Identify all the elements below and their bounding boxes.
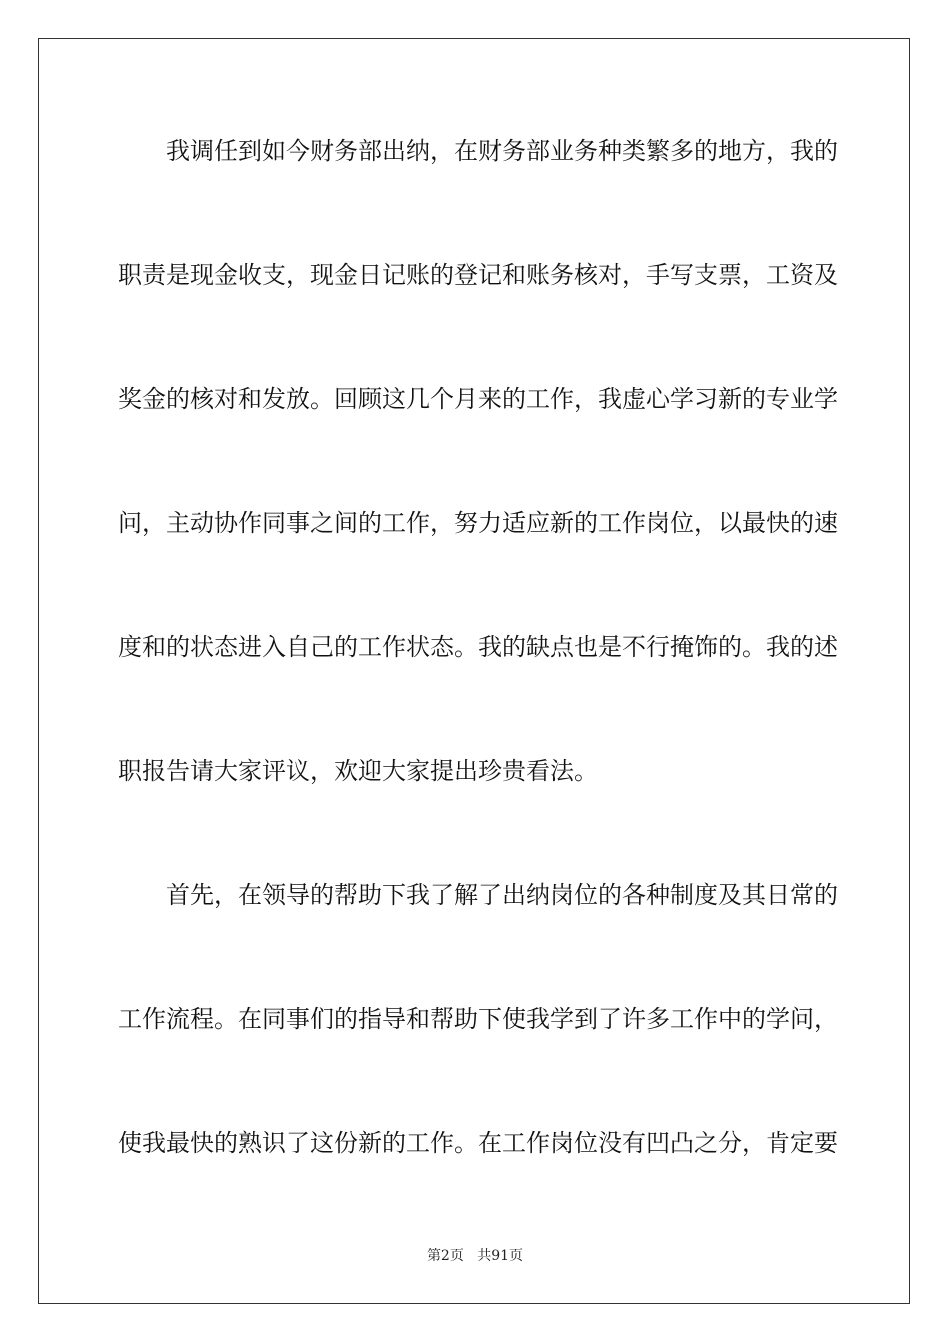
paragraph-2-line-1: 首先，在领导的帮助下我了解了出纳岗位的各种制度及其日常的 xyxy=(166,881,838,909)
paragraph-1-line-2: 职责是现金收支，现金日记账的登记和账务核对，手写支票，工资及 xyxy=(118,261,838,289)
page-total: 共91页 xyxy=(477,1248,524,1264)
page-border xyxy=(38,38,910,1304)
paragraph-2-line-2: 工作流程。在同事们的指导和帮助下使我学到了许多工作中的学问， xyxy=(118,1005,838,1033)
paragraph-1-line-4: 问，主动协作同事之间的工作，努力适应新的工作岗位，以最快的速 xyxy=(118,509,838,537)
paragraph-1-line-5: 度和的状态进入自己的工作状态。我的缺点也是不行掩饰的。我的述 xyxy=(118,633,838,661)
page-number: 第2页 xyxy=(426,1248,464,1264)
paragraph-1-line-6: 职报告请大家评议，欢迎大家提出珍贵看法。 xyxy=(118,757,598,785)
paragraph-2-line-3: 使我最快的熟识了这份新的工作。在工作岗位没有凹凸之分，肯定要 xyxy=(118,1129,838,1157)
page-footer xyxy=(0,1247,950,1265)
paragraph-1-line-1: 我调任到如今财务部出纳，在财务部业务种类繁多的地方，我的 xyxy=(166,137,838,165)
paragraph-1-line-3: 奖金的核对和发放。回顾这几个月来的工作，我虚心学习新的专业学 xyxy=(118,385,838,413)
